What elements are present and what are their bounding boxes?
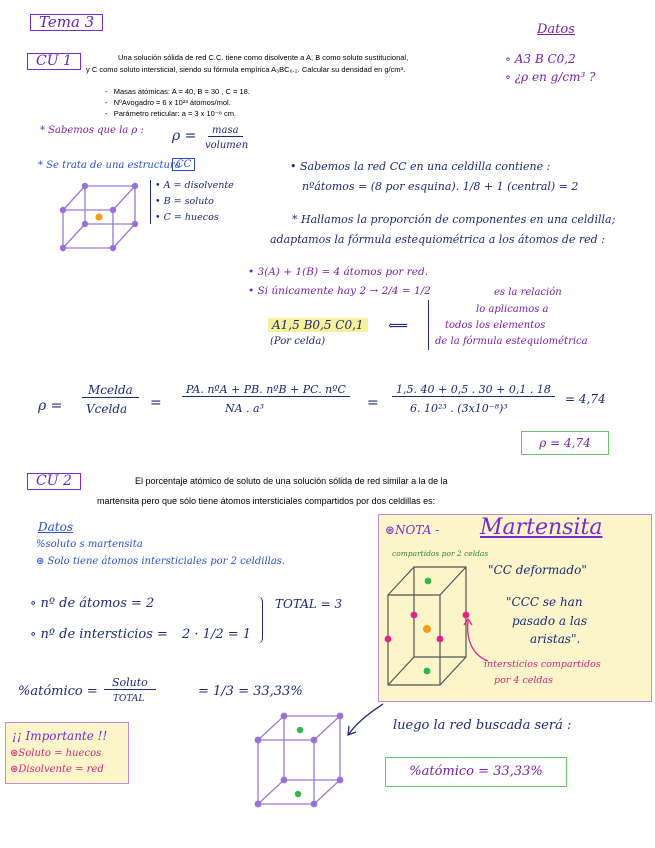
calc-den: 6. 10²³ . (3x10⁻⁸)³ [410,402,508,415]
final-result-box: %atómico = 33,33% [385,757,567,787]
legend-b: • B = soluto [155,196,214,207]
mcelda: Mcelda [82,383,139,398]
cc-box: CC [172,158,195,171]
ccc-1: "CCC se han [506,595,583,609]
estructura-label: * Se trata de una estructura [38,160,181,171]
calc-res: = 4,74 [565,392,606,406]
final-cube-diagram [250,710,350,810]
rho-den: volumen [205,140,249,151]
inter-2: por 4 celdas [494,675,554,686]
ccc-3: aristas". [530,632,581,646]
relacion-4: de la fórmula estequiométrica [435,336,588,347]
n-intersticios: ∘ nº de intersticios = [30,627,168,642]
pink-arrow [462,615,492,663]
cu1-statement-1: Una solución sólida de red C.C. tiene como disolvente a A, B como soluto sustitucional, [118,53,409,62]
datos-line-1: ∘ A3 B C0,2 [505,52,576,66]
luego-text: luego la red buscada será : [393,718,572,733]
hallamos-2: adaptamos la fórmula estequiométrica a los átomos de red : [270,233,605,246]
n-intersticios-val: 2 · 1/2 = 1 [182,627,252,642]
n-atomos: ∘ nº de átomos = 2 [30,596,155,611]
legend-a: • A = disolvente [155,180,234,191]
cc-deformado: "CC deformado" [488,563,587,577]
compartidos-label: compartidos por 2 celdas [392,549,489,558]
datos-line-2: ∘ ¿ρ en g/cm³ ? [505,70,596,84]
luego-arrow [345,702,385,738]
vcelda: Vcelda [86,402,128,416]
cu1-bullet-3: - Parámetro reticular: a = 3 x 10⁻⁸ cm. [105,109,237,118]
calc-num: 1,5. 40 + 0,5 . 30 + 0,1 . 18 [392,383,555,397]
pa-num: PA. nºA + PB. nºB + PC. nºC [182,383,350,397]
relacion-2: lo aplicamos a [476,304,549,315]
relacion-1: es la relación [494,287,562,298]
rho-eq: ρ = [172,128,197,144]
cu1-bullet-2: - NºAvogadro = 6 x 10²³ átomos/mol. [105,98,231,107]
sabemos-rho: * Sabemos que la ρ : [40,125,144,136]
bcc-cube-diagram [55,178,155,258]
important-2: ⊛Disolvente = red [10,764,104,775]
total-brace [257,596,263,644]
cu1-bullet-1: - Masas atómicas: A = 40, B = 30 , C = 18. [105,87,250,96]
pct-frac: = 1/3 = 33,33% [198,684,303,699]
cu2-statement-2: martensita pero que sólo tiene átomos intersticiales compartidos por dos celdillas es: [97,496,436,506]
cu2-tag: CU 2 [27,473,81,490]
arrow-left: ⟸ [388,318,409,334]
cu2-statement-1: El porcentaje atómico de soluto de una solución sólida de red similar a la de la [135,476,448,486]
formula-per-cell: A1,5 B0,5 C0,1 [268,318,368,332]
eq-sign-1: = [150,395,162,411]
rho-big: ρ = [38,398,63,414]
cu2-datos: Datos [38,520,73,534]
hallamos-1: * Hallamos la proporción de componentes en una celdilla; [292,213,616,226]
sabemos-red-1: • Sabemos la red CC en una celdilla contiene : [290,160,551,173]
cu2-datos-2: ⊛ Solo tiene átomos intersticiales por 2 celdillas. [36,556,286,567]
unicamente: • Si únicamente hay 2 → 2/4 = 1/2 [248,285,431,297]
rho-num: masa [208,125,243,137]
relacion-brace [428,300,433,350]
total: TOTAL = 3 [275,597,343,611]
por-celda: (Por celda) [270,336,326,347]
pa-den: NA . a³ [225,402,265,415]
sabemos-red-2: nºátomos = (8 por esquina). 1/8 + 1 (central) = 2 [302,180,579,193]
martensita-title: Martensita [480,515,603,540]
nota-label: ⊛NOTA - [385,523,440,537]
legend-c: • C = huecos [155,212,219,223]
eq-sign-2: = [367,395,379,411]
important-1: ⊛Soluto = huecos [10,748,102,759]
important-title: ¡¡ Importante !! [12,729,108,743]
legend-brace [150,180,154,224]
pct-num: Soluto [104,676,156,690]
cu2-datos-1: %soluto s martensita [36,539,143,550]
relacion-3: todos los elementos [445,320,546,331]
cu1-statement-2: y C como soluto intersticial, siendo su fórmula empírica A₃BC₀.₂. Calcular su densidad en g/cm³. [86,65,406,74]
tema-label: Tema 3 [30,14,103,31]
atomos-red: • 3(A) + 1(B) = 4 átomos por red. [248,266,429,278]
inter-1: intersticios compartidos [484,659,601,670]
datos-title: Datos [537,22,575,37]
ccc-2: pasado a las [512,614,587,628]
result-box: ρ = 4,74 [521,431,609,455]
pct-den: TOTAL [113,694,145,704]
pct-label: %atómico = [18,684,98,699]
cu1-tag: CU 1 [27,53,81,70]
